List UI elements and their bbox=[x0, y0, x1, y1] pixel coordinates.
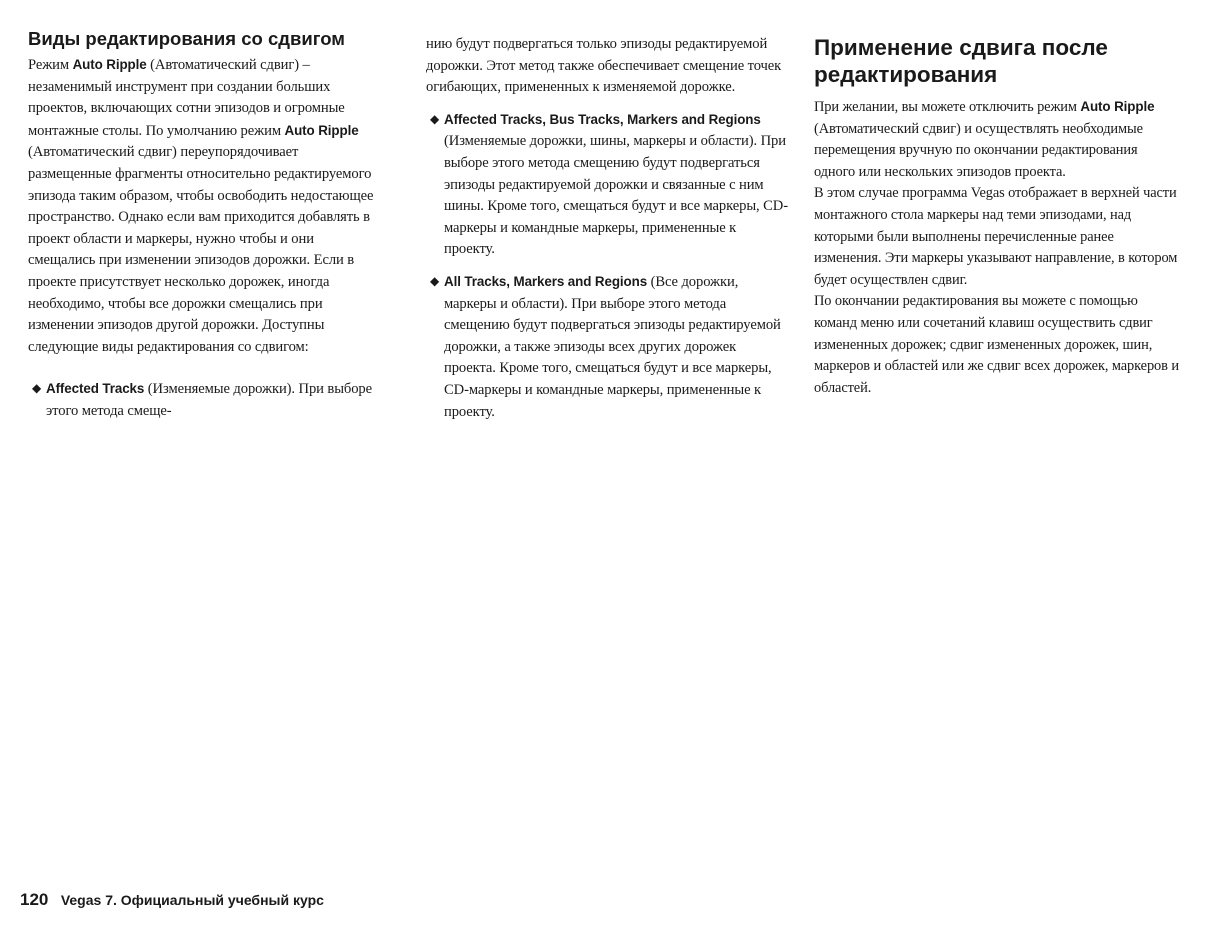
term-auto-ripple: Auto Ripple bbox=[284, 122, 359, 138]
text-run: Режим bbox=[28, 57, 73, 73]
continuation-paragraph: нию будут подвергаться только эпизоды редактируемой дорожки. Этот метод также обеспечивает смещение точек огибающих, примененных к изменяемой дорожке. bbox=[426, 36, 782, 96]
column-middle bbox=[426, 34, 788, 433]
paragraph-2: В этом случае программа Vegas отображает в верхней части монтажного стола маркеры над теми эпизодами, над которыми были выполнены перечисленные ранее изменения. Эти маркеры указывают направление, в котором будет осуществлен сдвиг. bbox=[814, 185, 1178, 288]
diamond-bullet-icon: ◆ bbox=[430, 273, 440, 288]
term-affected-tracks: Affected Tracks bbox=[46, 381, 145, 397]
intro-paragraph bbox=[28, 54, 383, 358]
term-auto-ripple: Auto Ripple bbox=[1080, 99, 1155, 114]
list-item-text: (Изменяемые дорожки). При выборе этого метода смеще- bbox=[46, 381, 372, 419]
page-number: 120 bbox=[20, 890, 49, 909]
paragraph-1 bbox=[814, 96, 1182, 183]
section-heading-ripple-types: Виды редактирования со сдвигом bbox=[28, 28, 345, 49]
page-footer bbox=[20, 890, 324, 910]
section-heading-post-edit-ripple: Применение сдвига после редактирования bbox=[814, 35, 1108, 87]
ripple-types-list-continued bbox=[426, 109, 788, 423]
text-run: (Автоматический сдвиг) переупорядочивает размещенные фрагменты относительно редактируемого эпизода таким образом, чтобы освободить недостающее пространство. Однако если вам приходится добавлять в проект области и маркеры, нужно чтобы и они смещались при изменении эпизодов дорожки. Если в проекте присутствует несколько дорожек, иногда необходимо, чтобы все дорожки смещались при изменении эпизодов другой дорожки. Доступны следующие виды редактирования со сдвигом: bbox=[28, 144, 374, 355]
term-auto-ripple: Auto Ripple bbox=[72, 57, 147, 72]
ripple-types-list bbox=[28, 378, 383, 422]
book-title: Vegas 7. Официальный учебный курс bbox=[60, 892, 324, 908]
text-run: (Автоматический сдвиг) и осуществлять необходимые перемещения вручную по окончании редактирования одного или нескольких эпизодов проекта. bbox=[814, 120, 1143, 180]
diamond-bullet-icon: ◆ bbox=[430, 111, 440, 126]
term-all-tracks: All Tracks, Markers and Regions bbox=[444, 273, 648, 289]
paragraph-3: По окончании редактирования вы можете с помощью команд меню или сочетаний клавиш осуществить сдвиг измененных дорожек; сдвиг измененных дорожек, шин, маркеров и областей или же сдвиг всех дорожек, маркеров и областей. bbox=[814, 293, 1179, 396]
column-right bbox=[814, 34, 1182, 399]
list-item-affected-tracks bbox=[28, 378, 383, 422]
text-run: (Автоматический сдвиг) – незаменимый инструмент при создании больших проектов, включающих сотни эпизодов и огромные монтажные столы. По умолчанию режим bbox=[28, 57, 345, 139]
list-item-text: (Все дорожки, маркеры и области). При выборе этого метода смещению будут подвергаться эпизоды редактируемой дорожки, а также эпизоды всех других дорожек проекта. Кроме того, смещаться будут и все маркеры, CD-маркеры и командные маркеры, примененные к проекту. bbox=[444, 273, 781, 420]
list-item-affected-bus-markers bbox=[426, 109, 788, 261]
text-run: При желании, вы можете отключить режим bbox=[814, 99, 1081, 115]
list-item-all-tracks bbox=[426, 271, 788, 423]
column-left bbox=[28, 28, 383, 423]
diamond-bullet-icon: ◆ bbox=[32, 381, 42, 396]
list-item-text: (Изменяемые дорожки, шины, маркеры и области). При выборе этого метода смещению будут подвергаться эпизоды редактируемой дорожки и связанные с ним шины. Кроме того, смещаться будут и все маркеры, CD-маркеры и командные маркеры, примененные к проекту. bbox=[444, 133, 788, 258]
term-affected-bus-markers: Affected Tracks, Bus Tracks, Markers and Regions bbox=[444, 111, 761, 127]
